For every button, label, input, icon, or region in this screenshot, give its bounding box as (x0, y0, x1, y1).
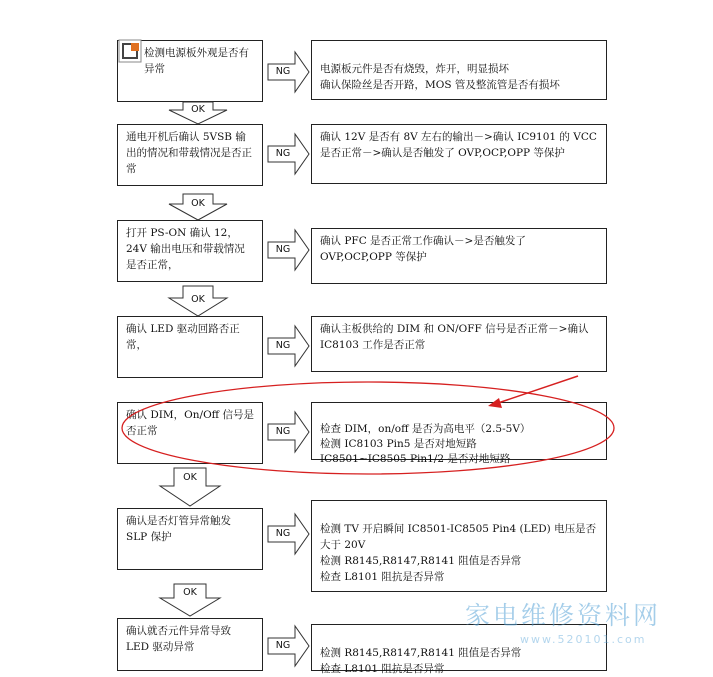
logo-icon (117, 38, 143, 64)
ok-label-3: OK (191, 294, 205, 305)
ok-label-2: OK (191, 198, 205, 209)
ng-action-text-6: 检测 TV 开启瞬间 IC8501-IC8505 Pin4 (LED) 电压是否大于 20V 检测 R8145,R8147,R8141 阻值是否异常 检查 L8101 阻抗是否异常 (320, 523, 597, 583)
ok-label-4: OK (183, 472, 197, 483)
ng-label-2: NG (275, 148, 291, 159)
ng-action-text-1: 电源板元件是否有烧毁，炸开，明显损坏 确认保险丝是否开路，MOS 管及整流管是否有损坏 (320, 63, 560, 91)
ng-action-text-5: 检查 DIM，on/off 是否为高电平（2.5-5V） 检测 IC8103 Pin5 是否对地短路 IC8501~IC8505 Pin1/2 是否对地短路 (320, 423, 531, 465)
highlight-ellipse (122, 382, 614, 474)
ng-action-text-3: 确认 PFC 是否正常工作确认－>是否触发了 OVP,OCP,OPP 等保护 (320, 235, 526, 263)
watermark-url: www.520101.com (520, 633, 647, 646)
ng-label-4: NG (275, 340, 291, 351)
check-text-3: 打开 PS-ON 确认 12，24V 输出电压和带载情况是否正常， (126, 227, 245, 271)
ng-label-3: NG (275, 244, 291, 255)
ng-label-5: NG (275, 426, 291, 437)
check-text-5: 确认 DIM，On/Off 信号是否正常 (126, 409, 254, 437)
check-text-4: 确认 LED 驱动回路否正常， (126, 323, 240, 351)
ng-action-text-4: 确认主板供给的 DIM 和 ON/OFF 信号是否正常－>确认 IC8103 工作是否正常 (320, 323, 589, 351)
ok-label-1: OK (191, 104, 205, 115)
check-text-1: 检测电源板外观是否有异常 (144, 47, 249, 75)
check-text-7: 确认就否元件异常导致 LED 驱动异常 (126, 625, 231, 653)
ok-label-5: OK (183, 587, 197, 598)
watermark-title: 家电维修资料网 (465, 601, 662, 630)
ng-label-7: NG (275, 640, 291, 651)
ng-action-text-7: 检测 R8145,R8147,R8141 阻值是否异常 检查 L8101 阻抗是否异常 (320, 647, 522, 675)
ng-label-1: NG (275, 66, 291, 77)
check-text-2: 通电开机后确认 5VSB 输出的情况和带载情况是否正常 (126, 131, 252, 175)
highlight-pointer-head (488, 398, 502, 408)
ng-label-6: NG (275, 528, 291, 539)
ng-action-text-2: 确认 12V 是否有 8V 左右的输出－>确认 IC9101 的 VCC 是否正常－>确认是否触发了 OVP,OCP,OPP 等保护 (320, 131, 597, 159)
check-text-6: 确认是否灯管异常触发 SLP 保护 (126, 515, 231, 543)
